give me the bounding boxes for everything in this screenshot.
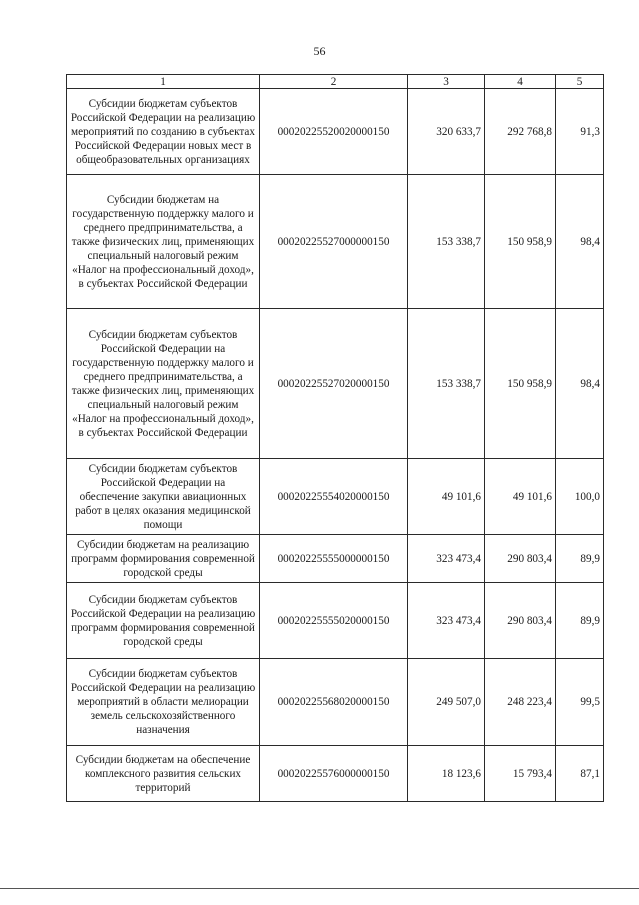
row-planned-cell: 18 123,6	[408, 746, 485, 802]
budget-table	[66, 74, 604, 802]
row-code-cell: 00020225568020000150	[260, 659, 408, 746]
row-name-cell: Субсидии бюджетам на государственную поддержку малого и среднего предпринимательства, а также физических лиц, применяющих специальный налоговый режим «Налог на профессиональный доход», в субъектах Российской Федерации	[67, 175, 260, 309]
row-planned-cell: 49 101,6	[408, 459, 485, 535]
row-name-cell: Субсидии бюджетам субъектов Российской Федерации на государственную поддержку малого и среднего предпринимательства, а также физических лиц, применяющих специальный налоговый режим «Налог на профессиональный доход», в субъектах Российской Федерации	[67, 309, 260, 459]
row-actual-cell: 290 803,4	[485, 583, 556, 659]
row-code-cell: 00020225555020000150	[260, 583, 408, 659]
row-planned-cell: 153 338,7	[408, 175, 485, 309]
row-code-cell: 00020225520020000150	[260, 89, 408, 175]
row-name-cell: Субсидии бюджетам субъектов Российской Федерации на реализацию мероприятий в области мелиорации земель сельскохозяйственного назначения	[67, 659, 260, 746]
row-actual-cell: 150 958,9	[485, 175, 556, 309]
row-name-cell: Субсидии бюджетам на обеспечение комплексного развития сельских территорий	[67, 746, 260, 802]
row-percent-cell: 99,5	[556, 659, 604, 746]
page-number: 56	[313, 44, 326, 58]
row-actual-cell: 49 101,6	[485, 459, 556, 535]
row-code-cell: 00020225576000000150	[260, 746, 408, 802]
row-percent-cell: 91,3	[556, 89, 604, 175]
row-planned-cell: 320 633,7	[408, 89, 485, 175]
row-name-cell: Субсидии бюджетам субъектов Российской Федерации на реализацию мероприятий по созданию в субъектах Российской Федерации новых мест в общеобразовательных организациях	[67, 89, 260, 175]
table-row	[67, 89, 604, 175]
row-percent-cell: 98,4	[556, 309, 604, 459]
table-row	[67, 459, 604, 535]
column-header-5: 5	[556, 75, 604, 89]
table-row	[67, 746, 604, 802]
row-code-cell: 00020225527020000150	[260, 309, 408, 459]
row-code-cell: 00020225555000000150	[260, 535, 408, 583]
row-planned-cell: 249 507,0	[408, 659, 485, 746]
row-percent-cell: 87,1	[556, 746, 604, 802]
table-row	[67, 309, 604, 459]
row-planned-cell: 153 338,7	[408, 309, 485, 459]
row-percent-cell: 100,0	[556, 459, 604, 535]
row-percent-cell: 89,9	[556, 535, 604, 583]
table-row	[67, 659, 604, 746]
column-header-1: 1	[67, 75, 260, 89]
column-header-2: 2	[260, 75, 408, 89]
row-name-cell: Субсидии бюджетам субъектов Российской Федерации на обеспечение закупки авиационных работ в целях оказания медицинской помощи	[67, 459, 260, 535]
column-header-4: 4	[485, 75, 556, 89]
row-code-cell: 00020225527000000150	[260, 175, 408, 309]
row-percent-cell: 89,9	[556, 583, 604, 659]
row-percent-cell: 98,4	[556, 175, 604, 309]
table-row	[67, 175, 604, 309]
row-actual-cell: 15 793,4	[485, 746, 556, 802]
header-row	[67, 75, 604, 89]
row-actual-cell: 290 803,4	[485, 535, 556, 583]
row-planned-cell: 323 473,4	[408, 535, 485, 583]
row-code-cell: 00020225554020000150	[260, 459, 408, 535]
table-row	[67, 535, 604, 583]
row-actual-cell: 150 958,9	[485, 309, 556, 459]
row-planned-cell: 323 473,4	[408, 583, 485, 659]
row-actual-cell: 248 223,4	[485, 659, 556, 746]
page-bottom-divider	[0, 888, 639, 889]
row-name-cell: Субсидии бюджетам на реализацию программ формирования современной городской среды	[67, 535, 260, 583]
row-name-cell: Субсидии бюджетам субъектов Российской Федерации на реализацию программ формирования современной городской среды	[67, 583, 260, 659]
column-header-3: 3	[408, 75, 485, 89]
row-actual-cell: 292 768,8	[485, 89, 556, 175]
table-row	[67, 583, 604, 659]
